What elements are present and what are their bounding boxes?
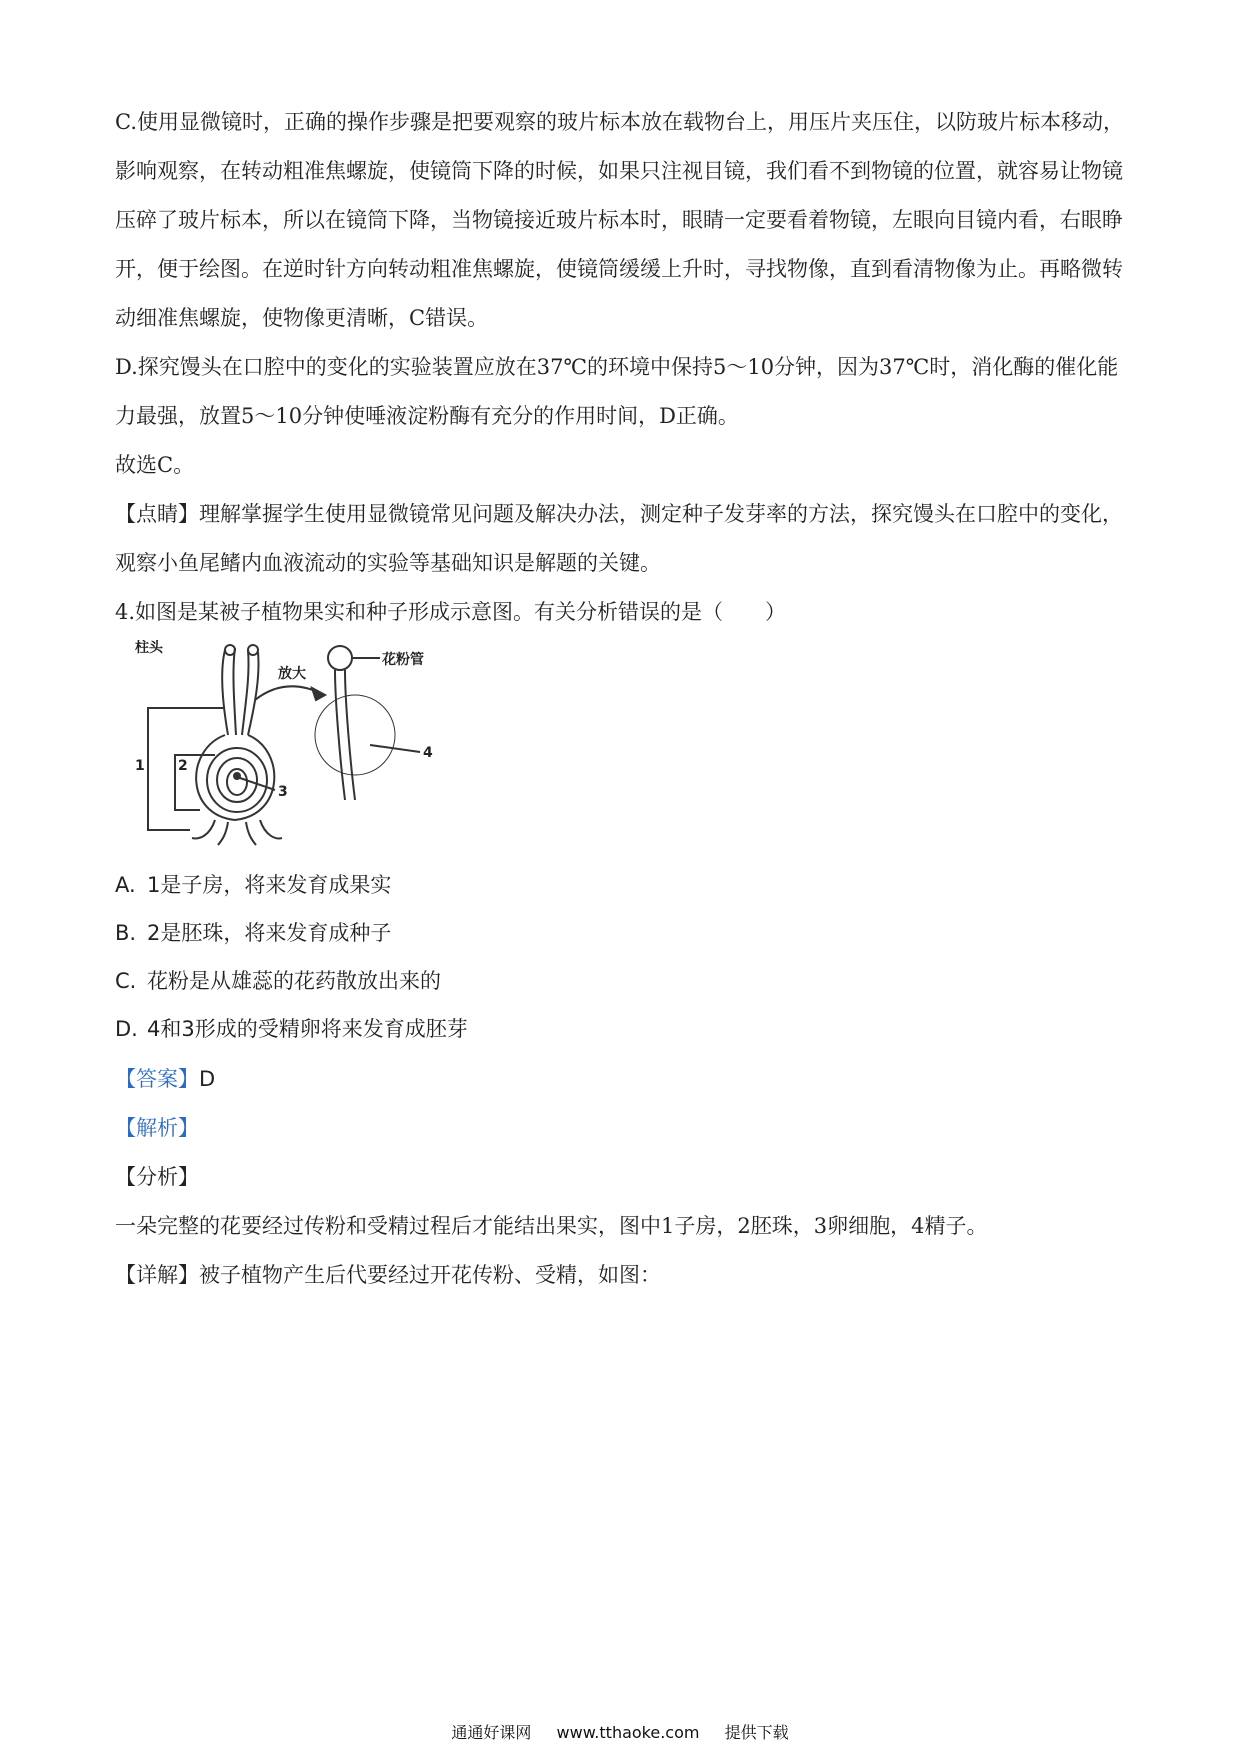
label-stigma: 柱头 — [135, 640, 163, 656]
label-1: 1 — [135, 758, 145, 774]
answer-line — [115, 1064, 215, 1094]
option-d-text: 4和3形成的受精卵将来发育成胚芽 — [147, 1017, 468, 1041]
diagram-svg — [130, 640, 490, 850]
xiangjie-line — [115, 1260, 661, 1290]
option-c-key: C. — [115, 969, 137, 993]
label-3: 3 — [278, 784, 288, 800]
footer-site-name: 通通好课网 — [451, 1723, 532, 1742]
dianjing-text: 理解掌握学生使用显微镜常见问题及解决办法，测定种子发芽率的方法，探究馒头在口腔中的变化，观察小鱼尾鳍内血液流动的实验等基础知识是解题的关键。 — [115, 502, 1123, 575]
option-a-key: A. — [115, 873, 136, 897]
footer-url[interactable]: www.tthaoke.com — [556, 1723, 700, 1742]
option-c-text: 花粉是从雄蕊的花药散放出来的 — [147, 969, 441, 993]
fenxi-text-line — [115, 1211, 987, 1241]
option-c — [115, 966, 441, 996]
answer-value: D — [199, 1067, 216, 1091]
label-pollen-tube: 花粉管 — [382, 652, 424, 668]
label-2: 2 — [178, 758, 188, 774]
fenxi-text: 一朵完整的花要经过传粉和受精过程后才能结出果实，图中1子房，2胚珠，3卵细胞，4精子。 — [115, 1214, 988, 1238]
option-c-explanation: C.使用显微镜时，正确的操作步骤是把要观察的玻片标本放在载物台上，用压片夹压住，以防玻片标本移动，影响观察，在转动粗准焦螺旋，使镜筒下降的时候，如果只注视目镜，我们看不到物镜的位置，就容易让物镜压碎了玻片标本，所以在镜筒下降，当物镜接近玻片标本时，眼睛一定要看着物镜，左眼向目镜内看，右眼睁开，便于绘图。在逆时针方向转动粗准焦螺旋，使镜筒缓缓上升时，寻找物像，直到看清物像为止。再略微转动细准焦螺旋，使物像更清晰，C错误。 — [115, 110, 1124, 330]
answer-tag: 【答案】 — [115, 1067, 199, 1091]
option-b-key: B. — [115, 921, 137, 945]
option-d-explanation: D.探究馒头在口腔中的变化的实验装置应放在37℃的环境中保持5～10分钟，因为37℃时，消化酶的催化能力最强，放置5～10分钟使唾液淀粉酶有充分的作用时间，D正确。 — [115, 355, 1119, 428]
fenxi-tag: 【分析】 — [115, 1165, 199, 1189]
analysis-line — [115, 1113, 199, 1143]
flower-fertilization-diagram — [130, 640, 490, 850]
option-a-text: 1是子房，将来发育成果实 — [147, 873, 392, 897]
dianjing-tag: 【点睛】 — [115, 502, 199, 526]
option-d-key: D. — [115, 1017, 138, 1041]
dianjing-paragraph — [115, 490, 1130, 588]
option-d — [115, 1014, 468, 1044]
option-b-text: 2是胚珠，将来发育成种子 — [147, 921, 392, 945]
label-magnify: 放大 — [278, 666, 306, 682]
analysis-tag: 【解析】 — [115, 1116, 199, 1140]
option-a — [115, 870, 391, 900]
xiangjie-tag: 【详解】 — [115, 1263, 199, 1287]
option-b — [115, 918, 391, 948]
question-4-stem: 4.如图是某被子植物果实和种子形成示意图。有关分析错误的是（ ） — [115, 600, 787, 624]
xiangjie-text: 被子植物产生后代要经过开花传粉、受精，如图： — [199, 1263, 661, 1287]
page-footer — [0, 1720, 1240, 1743]
footer-download: 提供下载 — [724, 1723, 789, 1742]
label-4: 4 — [423, 745, 433, 761]
selection-statement: 故选C。 — [115, 453, 195, 477]
fenxi-line — [115, 1162, 199, 1192]
